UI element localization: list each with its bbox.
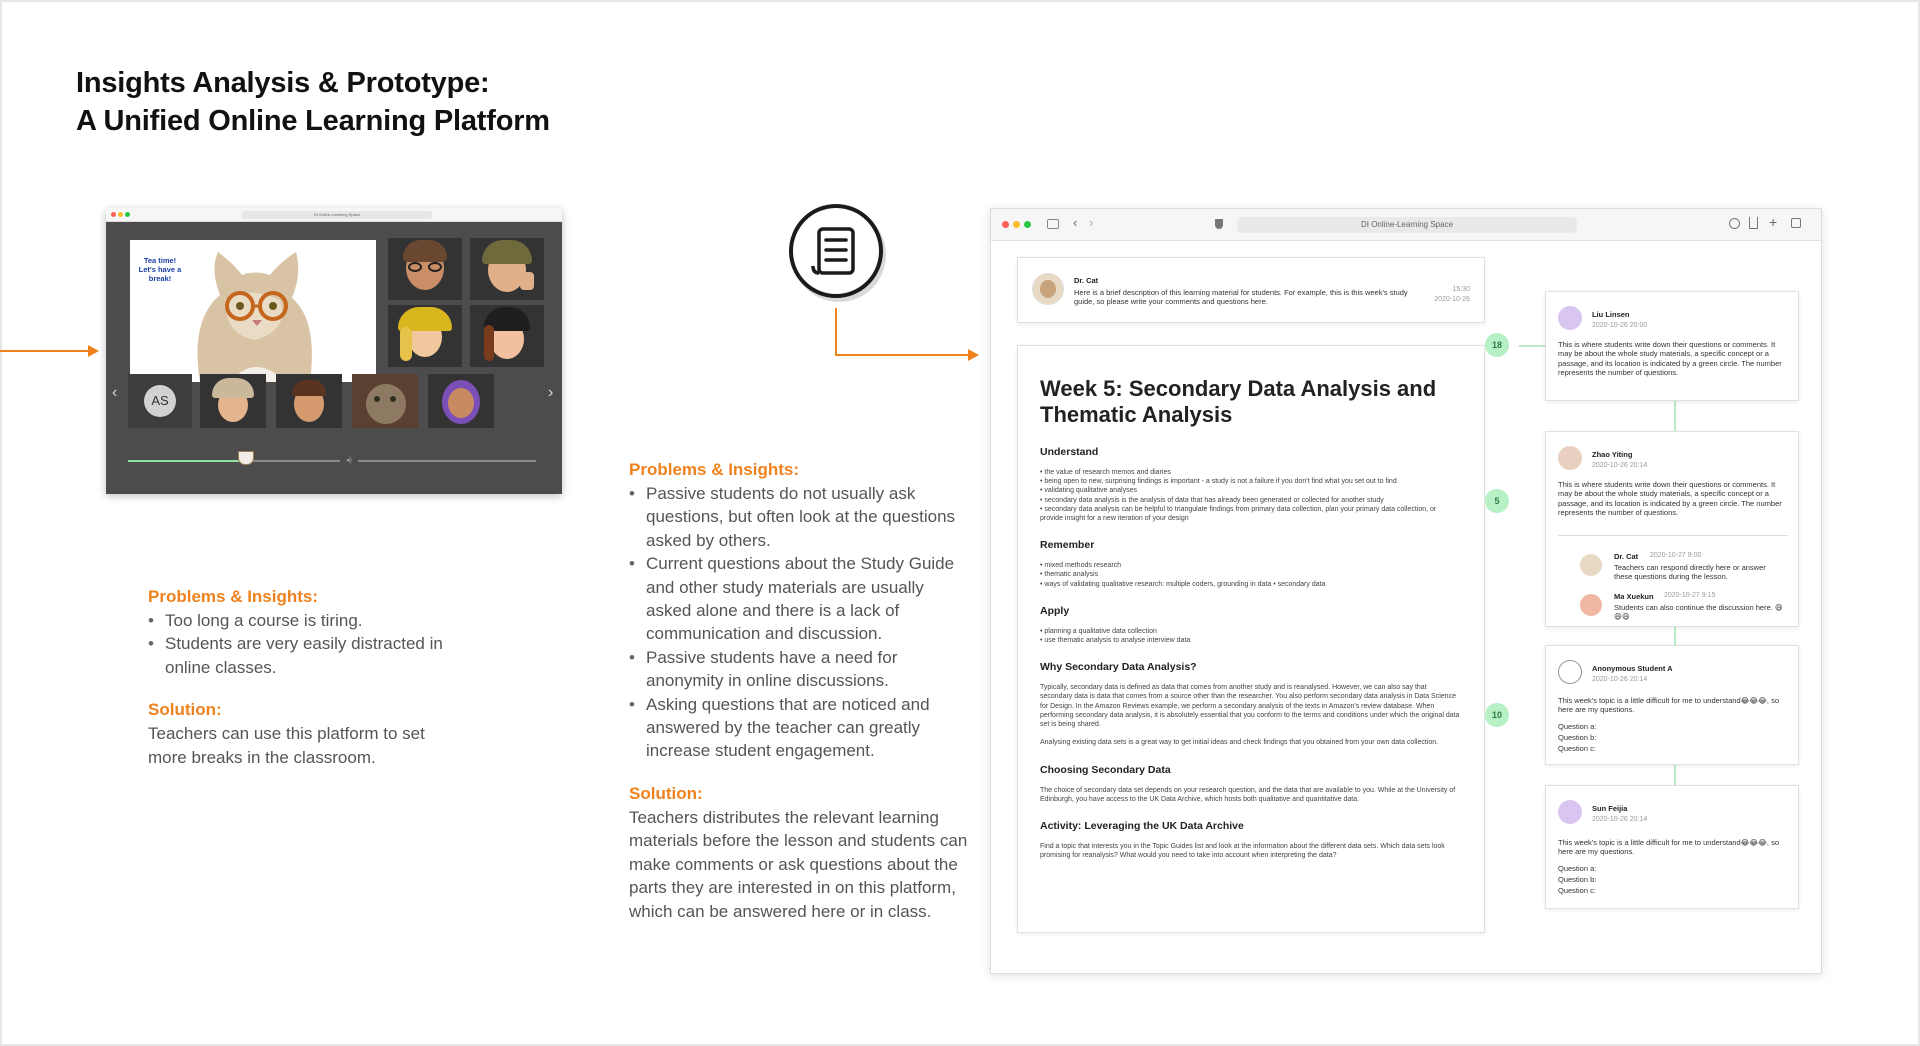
user-avatar (1558, 306, 1582, 330)
user-avatar (1580, 594, 1602, 616)
reply-divider (1558, 535, 1788, 536)
question-count-badge[interactable]: 10 (1485, 703, 1509, 727)
arrow-head-left (88, 345, 99, 357)
section-body: • planning a qualitative data collection • use thematic analysis to analyse interview data (1040, 627, 1191, 645)
note-time: 15:30 (1452, 286, 1470, 293)
participant-tile-initials (128, 374, 192, 428)
prev-arrow-button[interactable]: ‹ (112, 384, 118, 401)
left-insights-block (148, 587, 468, 769)
document-list-icon (789, 204, 883, 298)
page-title (76, 64, 550, 140)
comment-text: This week's topic is a little difficult for me to understand😂😂😂, so here are my questions. (1558, 696, 1780, 715)
section-body: The choice of secondary data set depends on your research question, and the data that are available to you. While at the University of Edinburgh, you have access to the UK Data Archive, which hosts both qualitative and quantitative data. (1040, 786, 1456, 803)
participant-tile (388, 238, 462, 300)
participant-tile (428, 374, 494, 428)
comment-author: Zhao Yiting (1592, 450, 1633, 459)
comment-date: 2020-10-26 20:00 (1592, 322, 1648, 329)
participant-tile (352, 374, 418, 428)
problem-item: • Students are very easily distracted in online classes. (148, 632, 468, 679)
maximize-window-button[interactable] (1024, 221, 1031, 228)
anonymous-user-icon (1558, 660, 1582, 684)
comment-date: 2020-10-26 20:14 (1592, 816, 1648, 823)
learning-platform-window (990, 208, 1822, 974)
question-line: Question c: (1558, 744, 1596, 753)
comment-card[interactable] (1545, 645, 1799, 765)
participant-tile (200, 374, 266, 428)
speaker-icon: ◂) (346, 457, 352, 464)
new-tab-icon[interactable]: + (1769, 214, 1778, 230)
comment-card[interactable] (1545, 291, 1799, 401)
share-icon[interactable] (1749, 217, 1758, 229)
question-count-badge[interactable]: 18 (1485, 333, 1509, 357)
question-count-badge[interactable]: 5 (1485, 489, 1509, 513)
middle-insights-block (629, 460, 969, 923)
slider-remaining-track-2 (358, 460, 536, 462)
video-call-window (106, 208, 562, 494)
comment-date: 2020-10-26 20:14 (1592, 462, 1648, 469)
comment-card[interactable] (1545, 785, 1799, 909)
section-heading: Why Secondary Data Analysis? (1040, 661, 1197, 674)
tabs-overview-icon[interactable] (1791, 218, 1801, 228)
main-video-tile (130, 240, 376, 382)
comment-text: This week's topic is a little difficult for me to understand😂😂😂, so here are my questions. (1558, 838, 1780, 857)
section-heading: Understand (1040, 446, 1099, 458)
slider-remaining-track (240, 460, 340, 462)
arrow-head-right (968, 349, 979, 361)
question-line: Question b: (1558, 875, 1597, 884)
break-message: Tea time! Let's have a break! (138, 256, 182, 283)
title-line-1: Insights Analysis & Prototype: (76, 67, 490, 99)
document-title: Week 5: Secondary Data Analysis and Thematic Analysis (1040, 376, 1437, 427)
minimize-window-button[interactable] (1013, 221, 1020, 228)
browser-toolbar (991, 209, 1821, 241)
teacher-avatar-face (1040, 280, 1056, 298)
participant-tile (276, 374, 342, 428)
note-author: Dr. Cat (1074, 276, 1099, 285)
solution-heading: Solution: (148, 700, 222, 720)
comment-author: Anonymous Student A (1592, 664, 1673, 673)
problem-item: • Asking questions that are noticed and answered by the teacher can greatly increase student engagement. (629, 693, 969, 763)
comment-date: 2020-10-26 20:14 (1592, 676, 1648, 683)
close-window-button[interactable] (1002, 221, 1009, 228)
comment-thread-line (1674, 764, 1676, 786)
reply-text: Students can also continue the discussion here. 😄😄😄 (1614, 603, 1783, 622)
question-line: Question a: (1558, 722, 1597, 731)
next-arrow-button[interactable]: › (548, 384, 554, 401)
cat-with-glasses-image (130, 240, 376, 382)
flow-arrow-right-horizontal (835, 354, 969, 356)
question-line: Question a: (1558, 864, 1597, 873)
participant-tile (388, 305, 462, 367)
comment-thread-line (1674, 625, 1676, 647)
note-text: Here is a brief description of this learning material for students. For example, this is this week's study guide, so please write your comments and questions here. (1074, 288, 1408, 307)
reply-author: Ma Xuekun (1614, 592, 1654, 601)
section-heading: Apply (1040, 604, 1070, 617)
study-guide-document[interactable] (1017, 345, 1485, 933)
problems-list (148, 609, 468, 679)
user-avatar (1558, 446, 1582, 470)
section-body: • mixed methods research • thematic analysis • ways of validating qualitative research: multiple coders, grounding in data • secondary data (1040, 562, 1326, 588)
teacher-avatar (1580, 554, 1602, 576)
problem-item: • Passive students have a need for anonymity in online discussions. (629, 646, 969, 693)
note-date: 2020-10-26 (1434, 296, 1470, 303)
section-body: Find a topic that interests you in the Topic Guides list and look at the information about the different data sets. Which data sets look promising for reanalysis? What would you need to take into account when interpreting the data? (1040, 843, 1445, 860)
reply-date: 2020-10-27 9:15 (1664, 592, 1716, 599)
solution-heading: Solution: (629, 783, 703, 803)
url-bar[interactable]: DI Online-Learning Space (242, 211, 432, 219)
reply-date: 2020-10-27 9:00 (1650, 552, 1702, 559)
coffee-cup-icon[interactable] (238, 451, 254, 465)
flow-arrow-right-vertical (835, 308, 837, 356)
title-line-2: A Unified Online Learning Platform (76, 105, 550, 137)
participant-tile (470, 305, 544, 367)
comment-card[interactable] (1545, 431, 1799, 627)
comment-text: This is where students write down their questions or comments. It may be about the whole study materials, a specific concept or a passage, and its location is indicated by a green circle. The number represents the number of questions. (1558, 340, 1782, 378)
section-body: Typically, secondary data is defined as data that comes from another study and is reanalysed. However, we can also say that secondary data is data that comes from a source other than the researcher. You also perform secondary data analysis in Data Science for Design. In the Amazon Reviews example, we perform a secondary analysis of the texts in Amazon's review database. When performing secondary data analysis, it is absolutely essential that you conform to the terms and conditions under which the original data set is being shared. Analysing existing data sets is a great way to get initial ideas and check findings that you obtained from your own data collection. (1040, 684, 1460, 747)
section-heading: Activity: Leveraging the UK Data Archive (1040, 820, 1244, 833)
solution-text: Teachers distributes the relevant learning materials before the lesson and students can make comments or ask questions about the parts they are interested in on this platform, which can be answered here or in class. (629, 807, 968, 921)
section-heading: Remember (1040, 539, 1095, 552)
url-bar[interactable]: DI Online-Learning Space (1237, 217, 1577, 233)
question-line: Question b: (1558, 733, 1597, 742)
flow-arrow-left (0, 350, 90, 352)
browser-toolbar (106, 208, 562, 222)
sidebar-toggle-icon[interactable] (1047, 219, 1059, 229)
solution-text: Teachers can use this platform to set more breaks in the classroom. (148, 724, 425, 767)
participant-initials: AS (144, 385, 176, 417)
privacy-shield-icon (1215, 219, 1223, 229)
teacher-note-card[interactable] (1017, 257, 1485, 323)
problems-heading: Problems & Insights: (629, 460, 800, 479)
problems-list (629, 482, 969, 763)
reply-text: Teachers can respond directly here or answer these questions during the lesson. (1614, 563, 1766, 582)
comment-text: This is where students write down their questions or comments. It may be about the whole study materials, a specific concept or a passage, and its location is indicated by a green circle. The number represents the number of questions. (1558, 480, 1782, 518)
section-heading: Choosing Secondary Data (1040, 763, 1171, 776)
question-line: Question c: (1558, 886, 1596, 895)
problem-item: • Passive students do not usually ask questions, but often look at the questions asked by others. (629, 482, 969, 552)
problem-item: • Current questions about the Study Guide and other study materials are usually asked alone and there is a lack of communication and discussion. (629, 552, 969, 646)
break-timer-slider[interactable] (128, 460, 240, 462)
comment-author: Sun Feijia (1592, 804, 1628, 813)
problems-heading: Problems & Insights: (148, 587, 319, 606)
forward-icon[interactable]: › (1089, 215, 1094, 230)
user-avatar (1558, 800, 1582, 824)
back-icon[interactable]: ‹ (1073, 215, 1078, 230)
reply-author: Dr. Cat (1614, 552, 1639, 561)
problem-item: • Too long a course is tiring. (148, 609, 468, 632)
comment-thread-line (1674, 399, 1676, 431)
comment-author: Liu Linsen (1592, 310, 1630, 319)
download-icon[interactable] (1729, 218, 1740, 229)
participant-tile (470, 238, 544, 300)
section-body: • the value of research memos and diaries • being open to new, surprising findings is important - a study is not a failure if you don't find what you set out to find • validating qualitative analyses • secondary data analysis is the analysis of data that has already been generated or collected for another study • secondary data analysis can be helpful to triangulate findings from primary data collection, plan your primary data collection, or provide insight for a new iteration of your design (1040, 469, 1437, 523)
